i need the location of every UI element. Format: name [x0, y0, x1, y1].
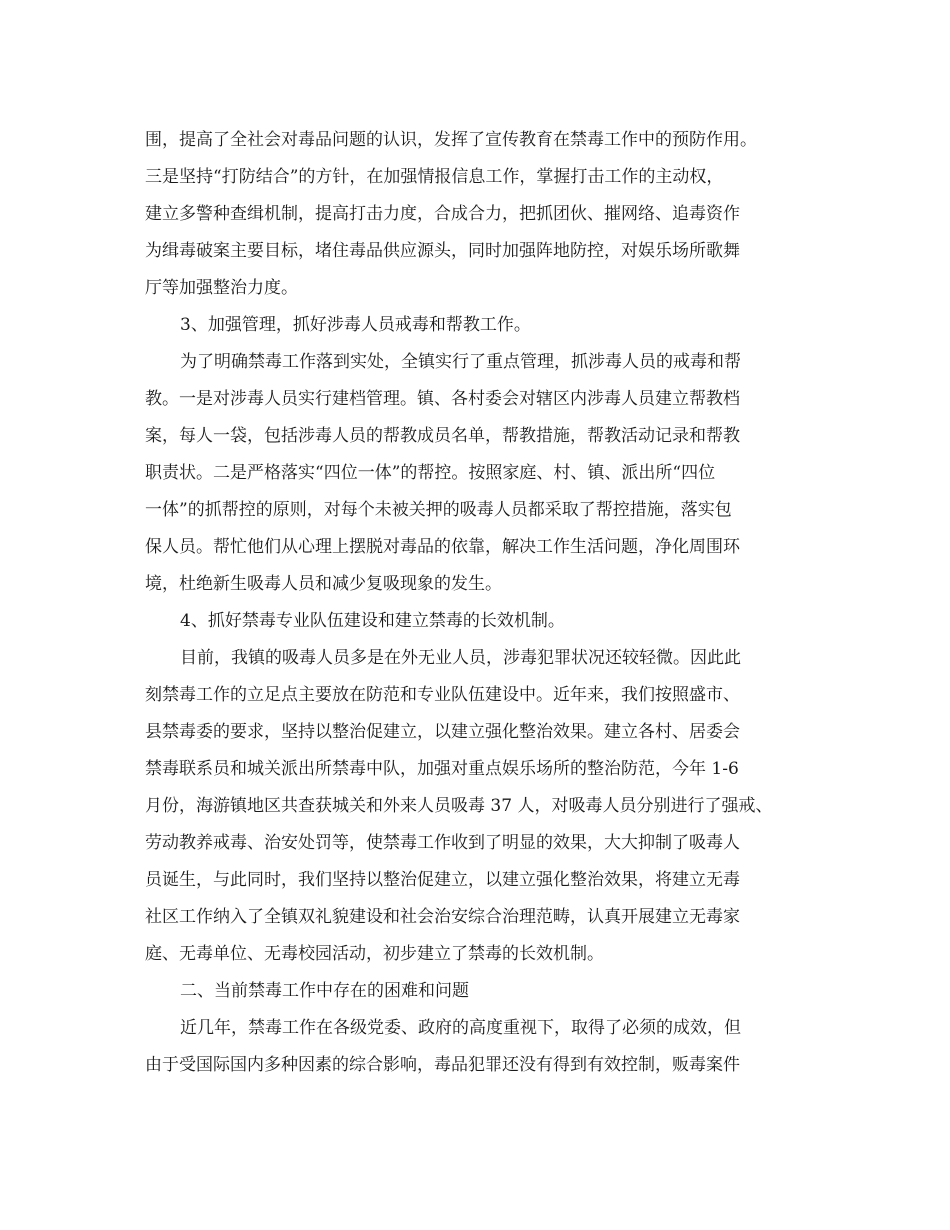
- text-line: 案，每人一袋，包括涉毒人员的帮教成员名单，帮教措施，帮教活动记录和帮教: [145, 426, 740, 446]
- text-line: 近几年，禁毒工作在各级党委、政府的高度重视下，取得了必须的成效，但: [180, 1018, 741, 1038]
- text-line: 县禁毒委的要求，坚持以整治促建立，以建立强化整治效果。建立各村、居委会: [145, 722, 740, 742]
- section-heading: 3、加强管理，抓好涉毒人员戒毒和帮教工作。: [180, 315, 531, 335]
- text-line: 月份，海游镇地区共查获城关和外来人员吸毒 37 人，对吸毒人员分别进行了强戒、: [145, 796, 773, 816]
- text-line: 禁毒联系员和城关派出所禁毒中队，加强对重点娱乐场所的整治防范，今年 1-6: [145, 759, 739, 779]
- text-line: 围，提高了全社会对毒品问题的认识，发挥了宣传教育在禁毒工作中的预防作用。: [145, 130, 757, 150]
- text-line: 员诞生，与此同时，我们坚持以整治促建立，以建立强化整治效果，将建立无毒: [145, 870, 740, 890]
- text-line: 保人员。帮忙他们从心理上摆脱对毒品的依靠，解决工作生活问题，净化周围环: [145, 537, 740, 557]
- text-line: 一体”的抓帮控的原则，对每个未被关押的吸毒人员都采取了帮控措施，落实包: [145, 500, 732, 520]
- text-line: 劳动教养戒毒、治安处罚等，使禁毒工作收到了明显的效果，大大抑制了吸毒人: [145, 833, 740, 853]
- text-line: 目前，我镇的吸毒人员多是在外无业人员，涉毒犯罪状况还较轻微。因此此: [180, 648, 741, 668]
- text-line: 三是坚持“打防结合”的方针，在加强情报信息工作，掌握打击工作的主动权，: [145, 167, 724, 187]
- text-line: 厅等加强整治力度。: [145, 278, 298, 298]
- text-line: 庭、无毒单位、无毒校园活动，初步建立了禁毒的长效机制。: [145, 944, 604, 964]
- section-heading: 二、当前禁毒工作中存在的困难和问题: [180, 981, 469, 1001]
- text-line: 建立多警种查缉机制，提高打击力度，合成合力，把抓团伙、摧网络、追毒资作: [145, 204, 740, 224]
- text-line: 社区工作纳入了全镇双礼貌建设和社会治安综合治理范畴，认真开展建立无毒家: [145, 907, 740, 927]
- text-line: 为了明确禁毒工作落到实处，全镇实行了重点管理，抓涉毒人员的戒毒和帮: [180, 352, 741, 372]
- text-line: 教。一是对涉毒人员实行建档管理。镇、各村委会对辖区内涉毒人员建立帮教档: [145, 389, 740, 409]
- text-line: 境，杜绝新生吸毒人员和减少复吸现象的发生。: [145, 574, 502, 594]
- section-heading: 4、抓好禁毒专业队伍建设和建立禁毒的长效机制。: [180, 611, 565, 631]
- text-line: 刻禁毒工作的立足点主要放在防范和专业队伍建设中。近年来，我们按照盛市、: [145, 685, 740, 705]
- text-line: 为缉毒破案主要目标，堵住毒品供应源头，同时加强阵地防控，对娱乐场所歌舞: [145, 241, 740, 261]
- text-line: 职责状。二是严格落实“四位一体”的帮控。按照家庭、村、镇、派出所“四位: [145, 463, 716, 483]
- text-line: 由于受国际国内多种因素的综合影响，毒品犯罪还没有得到有效控制，贩毒案件: [145, 1055, 740, 1075]
